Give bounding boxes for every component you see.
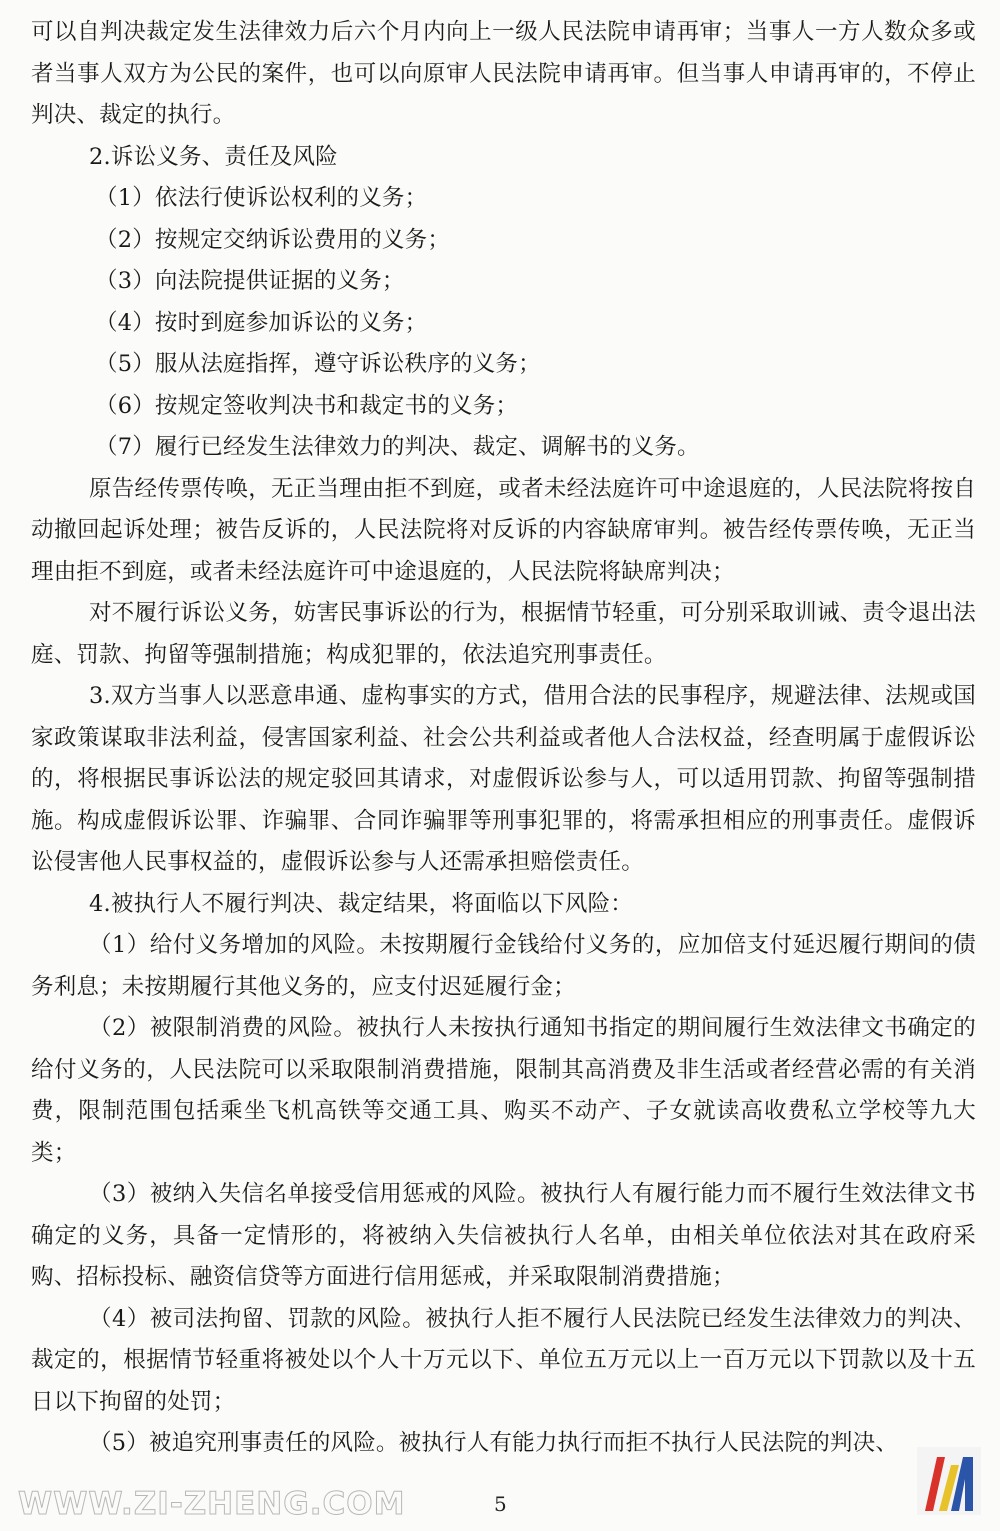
list-item: （5）服从法庭指挥，遵守诉讼秩序的义务； xyxy=(95,351,541,377)
paragraph: 4.被执行人不履行判决、裁定结果，将面临以下风险： xyxy=(89,890,633,917)
paragraph: 原告经传票传唤，无正当理由拒不到庭，或者未经法庭许可中途退庭的，人民法院将按自动撤回起诉处理；被告反诉的，人民法院将对反诉的内容缺席审判。被告经传票传唤，无正当理由拒不到庭，或者未经法庭许可中途退庭的，人民法院将缺席判决； xyxy=(31,475,976,585)
paragraph: （2）被限制消费的风险。被执行人未按执行通知书指定的期间履行生效法律文书确定的给付义务的，人民法院可以采取限制消费措施，限制其高消费及非生活或者经营必需的有关消费，限制范围包括乘坐飞机高铁等交通工具、购买不动产、子女就读高收费私立学校等九大类； xyxy=(31,1015,976,1166)
list-item: （7）履行已经发生法律效力的判决、裁定、调解书的义务。 xyxy=(95,434,700,460)
paragraph: 可以自判决裁定发生法律效力后六个月内向上一级人民法院申请再审；当事人一方人数众多或者当事人双方为公民的案件，也可以向原审人民法院申请再审。但当事人申请再审的，不停止判决、裁定的执行。 xyxy=(31,19,976,128)
list-item: （6）按规定签收判决书和裁定书的义务； xyxy=(95,392,519,419)
paragraph: （3）被纳入失信名单接受信用惩戒的风险。被执行人有履行能力而不履行生效法律文书确定的义务，具备一定情形的，将被纳入失信被执行人名单，由相关单位依法对其在政府采购、招标投标、融资信贷等方面进行信用惩戒，并采取限制消费措施； xyxy=(31,1181,976,1290)
paragraph: （1）给付义务增加的风险。未按期履行金钱给付义务的，应加倍支付延迟履行期间的债务利息；未按期履行其他义务的，应支付迟延履行金； xyxy=(31,932,976,1000)
page-number: 5 xyxy=(494,1492,507,1516)
paragraph: 2.诉讼义务、责任及风险 xyxy=(89,143,338,170)
watermark-url: WWW.ZI-ZHENG.COM xyxy=(18,1486,406,1522)
paragraph: （5）被追究刑事责任的风险。被执行人有能力执行而拒不执行人民法院的判决、 xyxy=(89,1430,899,1456)
paragraph: 3.双方当事人以恶意串通、虚构事实的方式，借用合法的民事程序，规避法律、法规或国家政策谋取非法利益，侵害国家利益、社会公共利益或者他人合法权益，经查明属于虚假诉讼的，将根据民事诉讼法的规定驳回其请求，对虚假诉讼参与人，可以适用罚款、拘留等强制措施。构成虚假诉讼罪、诈骗罪、合同诈骗罪等刑事犯罪的，将需承担相应的刑事责任。虚假诉讼侵害他人民事权益的，虚假诉讼参与人还需承担赔偿责任。 xyxy=(31,683,976,875)
zi-zheng-logo-icon xyxy=(915,1445,983,1517)
paragraph: （4）被司法拘留、罚款的风险。被执行人拒不履行人民法院已经发生法律效力的判决、裁定的，根据情节轻重将被处以个人十万元以下、单位五万元以上一百万元以下罚款以及十五日以下拘留的处罚； xyxy=(31,1305,976,1415)
list-item: （3）向法院提供证据的义务； xyxy=(95,268,405,294)
list-item: （1）依法行使诉讼权利的义务； xyxy=(95,185,428,211)
document-body xyxy=(31,12,976,1465)
list-item: （2）按规定交纳诉讼费用的义务； xyxy=(95,226,451,253)
list-item: （4）按时到庭参加诉讼的义务； xyxy=(95,309,428,336)
paragraph: 对不履行诉讼义务，妨害民事诉讼的行为，根据情节轻重，可分别采取训诫、责令退出法庭、罚款、拘留等强制措施；构成犯罪的，依法追究刑事责任。 xyxy=(31,600,976,668)
